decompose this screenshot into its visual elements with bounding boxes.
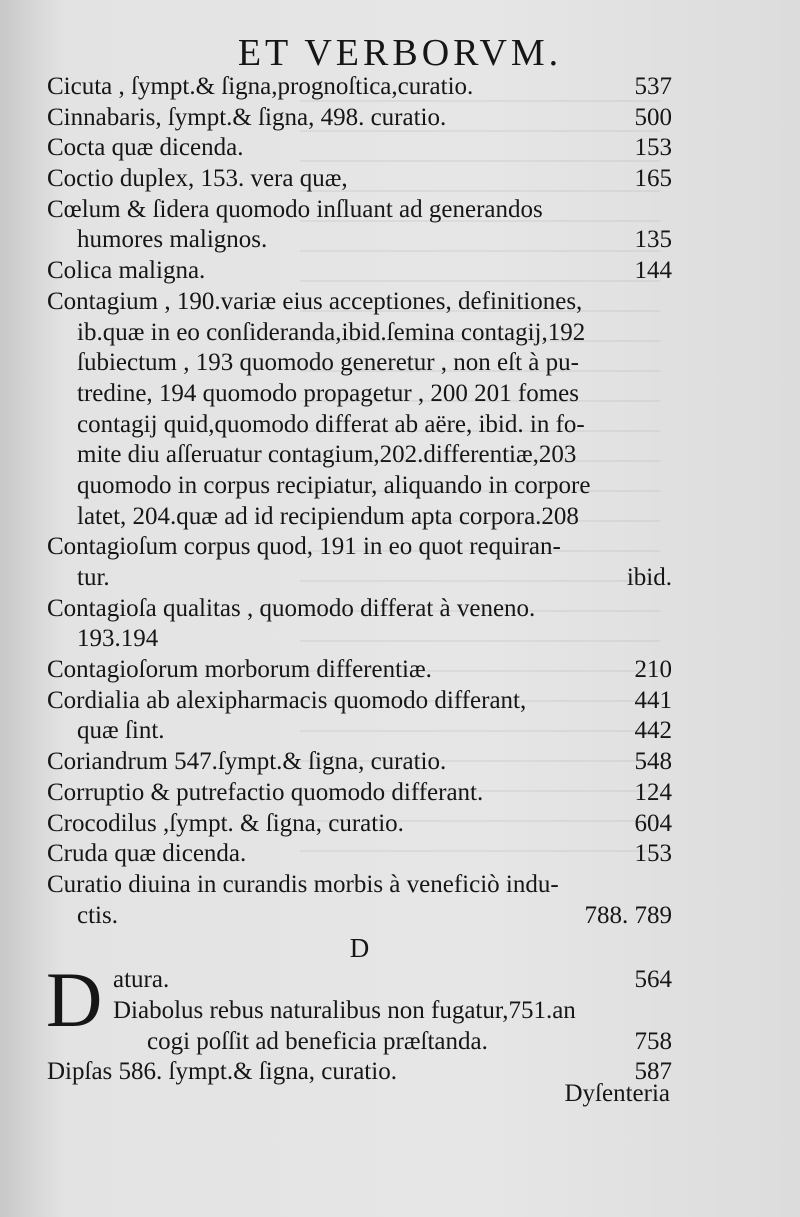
entry-text: Contagium , 190.variæ eius acceptiones, definitiones,	[47, 287, 583, 315]
page-header: ET VERBORVM.	[237, 32, 563, 74]
index-line	[47, 747, 672, 778]
page-reference: 587	[634, 1058, 672, 1086]
entry-text: Cœlum & ſidera quomodo inſluant ad generandos	[47, 195, 543, 223]
entry-text: Cruda quæ dicenda.	[47, 840, 247, 868]
entry-text: quomodo in corpus recipiatur, aliquando in corpore	[77, 471, 591, 499]
index-line	[47, 471, 672, 502]
entry-text: latet, 204.quæ ad id recipiendum apta corpora.208	[77, 502, 579, 530]
index-line	[47, 410, 672, 441]
index-line	[47, 594, 672, 625]
index-line	[47, 502, 672, 533]
page-reference: 124	[634, 778, 672, 806]
index-line	[47, 624, 672, 655]
entry-text: Crocodilus ,ſympt. & ſigna, curatio.	[47, 809, 404, 837]
index-line	[47, 164, 672, 195]
index-line	[47, 532, 672, 563]
entry-text: Cicuta , ſympt.& ſigna,prognoſtica,curatio.	[47, 73, 474, 100]
index-line	[47, 287, 672, 318]
entry-text: Cordialia ab alexipharmacis quomodo differant,	[47, 686, 527, 714]
index-entries	[47, 72, 672, 1088]
entry-text: 193.194	[77, 625, 159, 653]
index-line	[47, 1027, 672, 1058]
entry-text: Curatio diuina in curandis morbis à veneficiò indu-	[47, 870, 559, 898]
page-reference: 153	[634, 840, 672, 868]
drop-cap-letter: D	[46, 956, 103, 1044]
entry-text: Cinnabaris, ſympt.& ſigna, 498. curatio.	[47, 103, 447, 131]
page-reference: 537	[634, 73, 672, 100]
index-line	[47, 901, 672, 932]
entry-text: tur.	[77, 564, 110, 591]
index-line	[47, 348, 672, 379]
entry-text: contagij quid,quomodo differat ab aëre, ibid. in fo-	[77, 410, 585, 438]
page-reference: 144	[634, 257, 672, 285]
index-line	[47, 103, 672, 134]
page-reference: 548	[634, 748, 672, 776]
entry-text: ſubiectum , 193 quomodo generetur , non eſt à pu-	[77, 349, 579, 377]
index-line	[47, 133, 672, 164]
page-reference: 153	[634, 134, 672, 162]
entry-text: mite diu aſſeruatur contagium,202.differentiæ,203	[77, 441, 577, 469]
entry-text: tredine, 194 quomodo propagetur , 200 201 fomes	[77, 379, 579, 407]
index-line	[47, 870, 672, 901]
index-line	[47, 686, 672, 717]
entry-text: Diabolus rebus naturalibus non fugatur,751.an	[113, 996, 576, 1024]
entry-text: Contagioſum corpus quod, 191 in eo quot requiran-	[47, 533, 561, 561]
index-line	[47, 655, 672, 686]
index-line	[47, 318, 672, 349]
page-reference: 210	[634, 656, 672, 684]
index-line	[47, 72, 672, 103]
entry-text: ib.quæ in eo conſideranda,ibid.ſemina contagij,192	[77, 318, 586, 346]
page-reference: ibid.	[626, 564, 672, 591]
page-reference: 604	[634, 809, 672, 837]
page-reference: 441	[634, 686, 672, 714]
entry-text: ctis.	[77, 901, 118, 929]
page-reference: 135	[634, 226, 672, 254]
entry-text: quæ ſint.	[77, 717, 165, 745]
entry-text: Colica maligna.	[47, 257, 206, 285]
entry-text: Cocta quæ dicenda.	[47, 134, 244, 162]
index-line	[47, 225, 672, 256]
entry-text: Corruptio & putrefactio quomodo differant.	[47, 778, 484, 806]
entry-text: Contagioſorum morborum differentiæ.	[47, 656, 432, 684]
index-line	[47, 195, 672, 226]
entry-text: Contagioſa qualitas , quomodo differat à veneno.	[47, 594, 536, 622]
index-line	[47, 379, 672, 410]
index-line	[47, 809, 672, 840]
index-line	[47, 563, 672, 594]
entry-text: atura.	[113, 966, 170, 994]
entry-text: Coctio duplex, 153. vera quæ,	[47, 165, 348, 193]
catchword: Dyſenteria	[564, 1080, 670, 1107]
index-line	[47, 716, 672, 747]
index-line	[47, 778, 672, 809]
index-line	[47, 256, 672, 287]
page-reference: 564	[634, 966, 672, 994]
page-reference: 788. 789	[584, 901, 672, 929]
index-line	[47, 839, 672, 870]
entry-text: Coriandrum 547.ſympt.& ſigna, curatio.	[47, 748, 447, 776]
page-reference: 500	[634, 103, 672, 131]
entry-text: Dipſas 586. ſympt.& ſigna, curatio.	[47, 1058, 397, 1086]
entry-text: cogi poſſit ad beneficia præſtanda.	[147, 1027, 488, 1055]
index-line	[47, 996, 672, 1027]
section-letter: D	[349, 933, 370, 964]
page-reference: 442	[634, 717, 672, 745]
index-line	[47, 440, 672, 471]
page-reference: 758	[634, 1027, 672, 1055]
entry-text: humores malignos.	[77, 226, 268, 254]
page-reference: 165	[634, 165, 672, 193]
